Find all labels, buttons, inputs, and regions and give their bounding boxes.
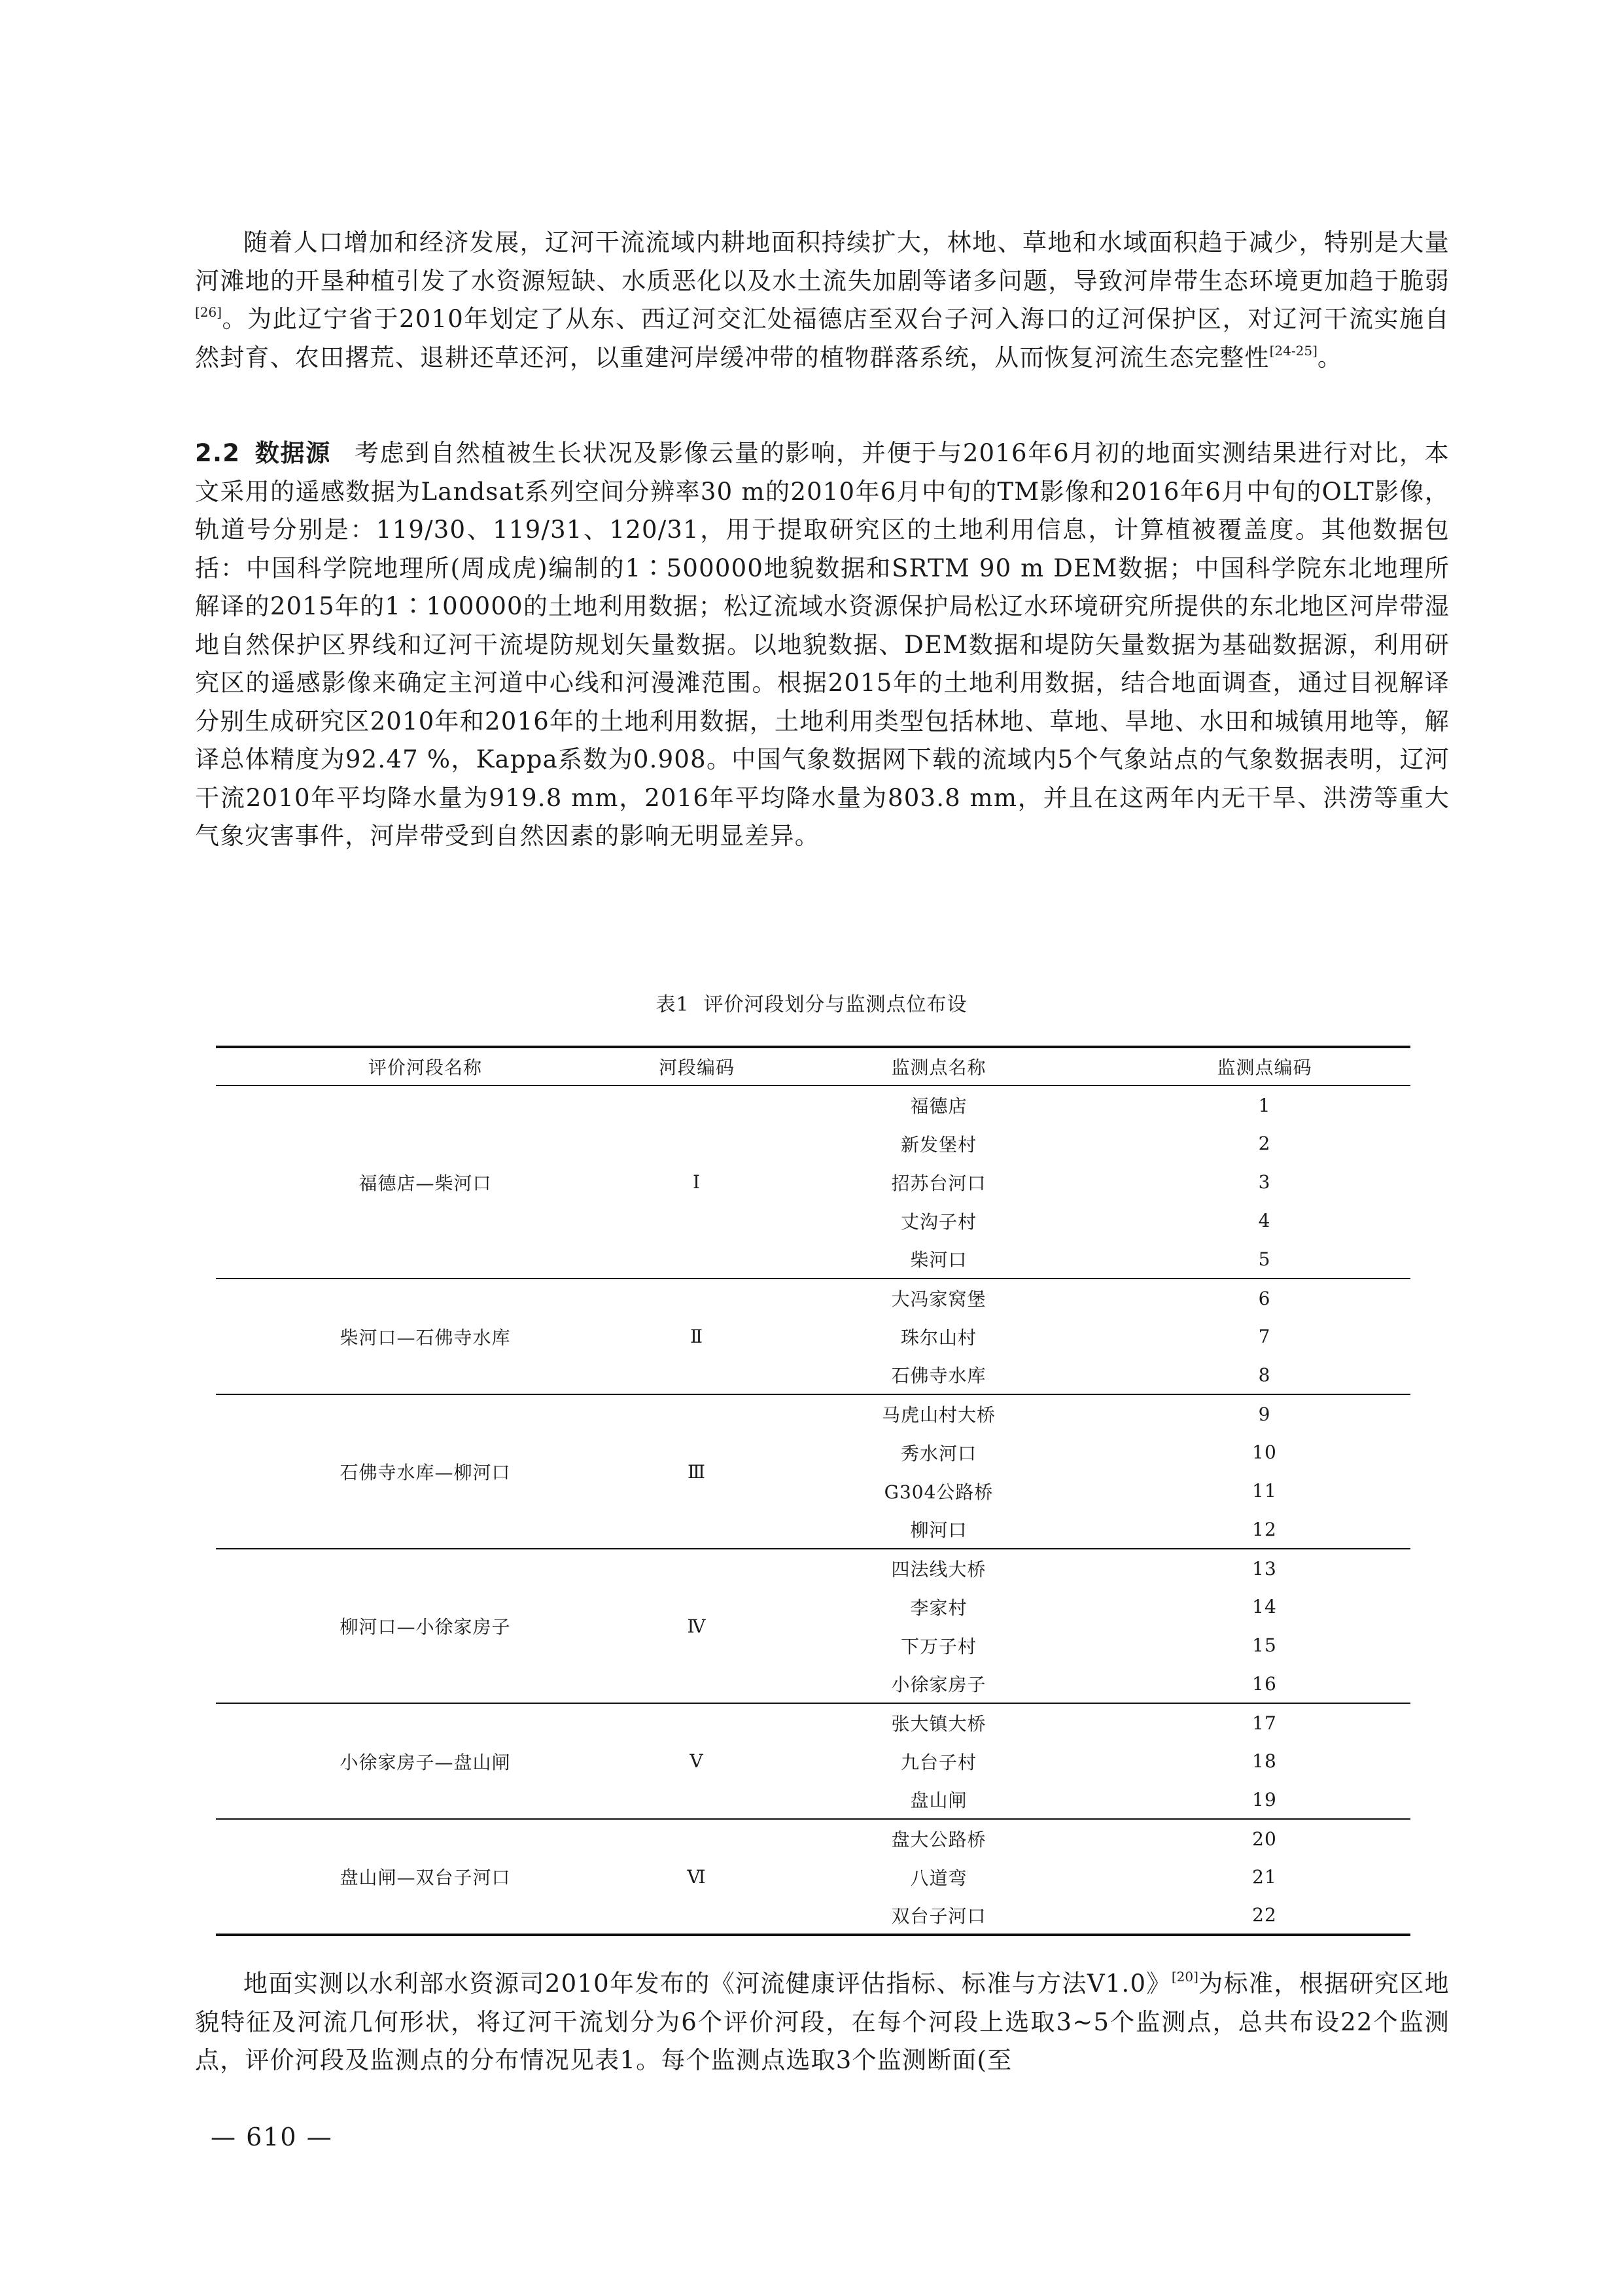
point-name-cell: 柳河口 xyxy=(759,1510,1119,1549)
table-row xyxy=(216,1086,1410,1124)
segment-code-cell: Ⅴ xyxy=(635,1703,759,1819)
table-row xyxy=(216,1394,1410,1433)
section-data-source xyxy=(195,434,1450,856)
point-code-cell: 21 xyxy=(1252,1866,1277,1888)
point-name-cell: 福德店 xyxy=(910,1095,968,1117)
header-point-code: 监测点编码 xyxy=(1119,1047,1410,1086)
citation-24-25: [24-25] xyxy=(1269,342,1318,359)
segment-name-cell: 柳河口—小徐家房子 xyxy=(216,1549,635,1703)
point-code-cell: 2 xyxy=(1258,1133,1271,1154)
point-code-cell: 15 xyxy=(1252,1634,1277,1656)
intro-text-c: 。 xyxy=(1317,343,1343,372)
table-row xyxy=(216,1279,1410,1317)
point-name-cell: 丈沟子村 xyxy=(900,1210,977,1233)
point-code-cell: 12 xyxy=(1119,1510,1410,1549)
survey-text-a: 地面实测以水利部水资源司2010年发布的《河流健康评估指标、标准与方法V1.0》 xyxy=(243,1969,1172,1998)
intro-text-b: 。为此辽宁省于2010年划定了从东、西辽河交汇处福德店至双台子河入海口的辽河保护区，对辽河干流实施自然封育、农田撂荒、退耕还草还河，以重建河岸缓冲带的植物群落系统，从而恢复河流生态完整性 xyxy=(195,305,1450,372)
header-point-name: 监测点名称 xyxy=(759,1047,1119,1086)
survey-text-b: 为标准，根据研究区地貌特征及河流几何形状，将辽河干流划分为6个评价河段，在每个河段上选取3~5个监测点，总共布设22个监测点，评价河段及监测点的分布情况见表1。每个监测点选取3个监测断面(至 xyxy=(195,1969,1450,2074)
segment-code-cell: Ⅰ xyxy=(635,1086,759,1279)
segment-code-cell: Ⅱ xyxy=(635,1279,759,1394)
point-code-cell: 13 xyxy=(1252,1557,1277,1580)
point-code-cell: 4 xyxy=(1258,1210,1271,1231)
table-caption-title: 评价河段划分与监测点位布设 xyxy=(703,993,968,1016)
section-number: 2.2 xyxy=(195,439,241,467)
point-code-cell: 3 xyxy=(1258,1171,1271,1193)
point-name-cell: 盘大公路桥 xyxy=(891,1829,986,1850)
point-code-cell: 14 xyxy=(1252,1596,1277,1617)
point-name-cell: 李家村 xyxy=(910,1597,968,1619)
segment-name-cell: 小徐家房子—盘山闸 xyxy=(216,1703,635,1819)
point-code-cell: 6 xyxy=(1258,1287,1271,1309)
point-code-cell: 1 xyxy=(1258,1094,1271,1116)
point-name-cell: 双台子河口 xyxy=(759,1896,1119,1935)
segment-code-cell: Ⅲ xyxy=(635,1394,759,1549)
table-row xyxy=(216,1703,1410,1742)
point-code-cell: 19 xyxy=(1119,1780,1410,1819)
segment-name-cell: 盘山闸—双台子河口 xyxy=(216,1819,635,1935)
point-name-cell: 新发堡村 xyxy=(900,1133,977,1156)
point-name-cell: 马虎山村大桥 xyxy=(881,1404,996,1426)
point-name-cell: 小徐家房子 xyxy=(759,1665,1119,1703)
point-code-cell: 22 xyxy=(1119,1896,1410,1935)
paragraph-intro xyxy=(195,224,1450,377)
section-data-source-text xyxy=(195,434,1450,856)
table-caption xyxy=(0,988,1623,1017)
segment-code-cell: Ⅳ xyxy=(635,1549,759,1703)
point-name-cell: 石佛寺水库 xyxy=(759,1356,1119,1394)
table-body xyxy=(216,1086,1410,1935)
monitoring-table xyxy=(216,1046,1410,1936)
point-name-cell: 张大镇大桥 xyxy=(891,1713,986,1735)
segment-code-cell: Ⅵ xyxy=(635,1819,759,1935)
paragraph-field-survey-text xyxy=(195,1965,1450,2080)
paragraph-field-survey xyxy=(195,1965,1450,2080)
table-row xyxy=(216,1549,1410,1587)
point-name-cell: 柴河口 xyxy=(759,1240,1119,1279)
point-name-cell: 秀水河口 xyxy=(900,1442,977,1464)
page-number: — 610 — xyxy=(211,2123,333,2151)
point-code-cell: 11 xyxy=(1252,1480,1277,1502)
point-name-cell: 珠尔山村 xyxy=(900,1326,977,1349)
point-code-cell: 7 xyxy=(1258,1326,1271,1347)
header-segment-name: 评价河段名称 xyxy=(216,1047,635,1086)
point-code-cell: 17 xyxy=(1252,1712,1277,1734)
section-body-text: 考虑到自然植被生长状况及影像云量的影响，并便于与2016年6月初的地面实测结果进行对比，本文采用的遥感数据为Landsat系列空间分辨率30 m的2010年6月中旬的TM影像和2016年6月中旬的OLT影像，轨道号分别是：119/30、119/31、120/31，用于提取研究区的土地利用信息，计算植被覆盖度。其他数据包括：中国科学院地理所(周成虎)编制的1∶500000地貌数据和SRTM 90 m DEM数据；中国科学院东北地理所解译的2015年的1∶100000的土地利用数据；松辽流域水资源保护局松辽水环境研究所提供的东北地区河岸带湿地自然保护区界线和辽河干流堤防规划矢量数据。以地貌数据、DEM数据和堤防矢量数据为基础数据源，利用研究区的遥感影像来确定主河道中心线和河漫滩范围。根据2015年的土地利用数据，结合地面调查，通过目视解译分别生成研究区2010年和2016年的土地利用数据，土地利用类型包括林地、草地、旱地、水田和城镇用地等，解译总体精度为92.47 %，Kappa系数为0.908。中国气象数据网下载的流域内5个气象站点的气象数据表明，辽河干流2010年平均降水量为919.8 mm，2016年平均降水量为803.8 mm，并且在这两年内无干旱、洪涝等重大气象灾害事件，河岸带受到自然因素的影响无明显差异。 xyxy=(195,439,1450,850)
citation-26: [26] xyxy=(195,304,222,320)
point-code-cell: 8 xyxy=(1119,1356,1410,1394)
paragraph-intro-text xyxy=(195,224,1450,377)
header-segment-code: 河段编码 xyxy=(635,1047,759,1086)
point-code-cell: 20 xyxy=(1252,1828,1277,1850)
point-name-cell: 四法线大桥 xyxy=(891,1559,986,1580)
point-name-cell: G304公路桥 xyxy=(884,1481,994,1503)
section-title: 数据源 xyxy=(254,439,331,467)
point-name-cell: 八道弯 xyxy=(910,1867,968,1889)
segment-name-cell: 福德店—柴河口 xyxy=(216,1086,635,1279)
point-code-cell: 9 xyxy=(1258,1403,1271,1425)
intro-text-a: 随着人口增加和经济发展，辽河干流流域内耕地面积持续扩大，林地、草地和水域面积趋于减少，特别是大量河滩地的开垦种植引发了水资源短缺、水质恶化以及水土流失加剧等诸多问题，导致河岸带生态环境更加趋于脆弱 xyxy=(195,228,1450,295)
table-caption-number: 表1 xyxy=(655,993,689,1016)
point-code-cell: 16 xyxy=(1119,1665,1410,1703)
table-header-row xyxy=(216,1047,1410,1086)
point-code-cell: 5 xyxy=(1119,1240,1410,1279)
point-name-cell: 九台子村 xyxy=(900,1751,977,1773)
point-name-cell: 盘山闸 xyxy=(759,1780,1119,1819)
segment-name-cell: 石佛寺水库—柳河口 xyxy=(216,1394,635,1549)
segment-name-cell: 柴河口—石佛寺水库 xyxy=(216,1279,635,1394)
point-name-cell: 下万子村 xyxy=(900,1635,977,1657)
table-row xyxy=(216,1819,1410,1858)
citation-20: [20] xyxy=(1171,1969,1198,1985)
point-name-cell: 招苏台河口 xyxy=(891,1172,986,1194)
point-code-cell: 10 xyxy=(1252,1441,1277,1463)
point-name-cell: 大冯家窝堡 xyxy=(891,1288,986,1310)
point-code-cell: 18 xyxy=(1252,1750,1277,1772)
